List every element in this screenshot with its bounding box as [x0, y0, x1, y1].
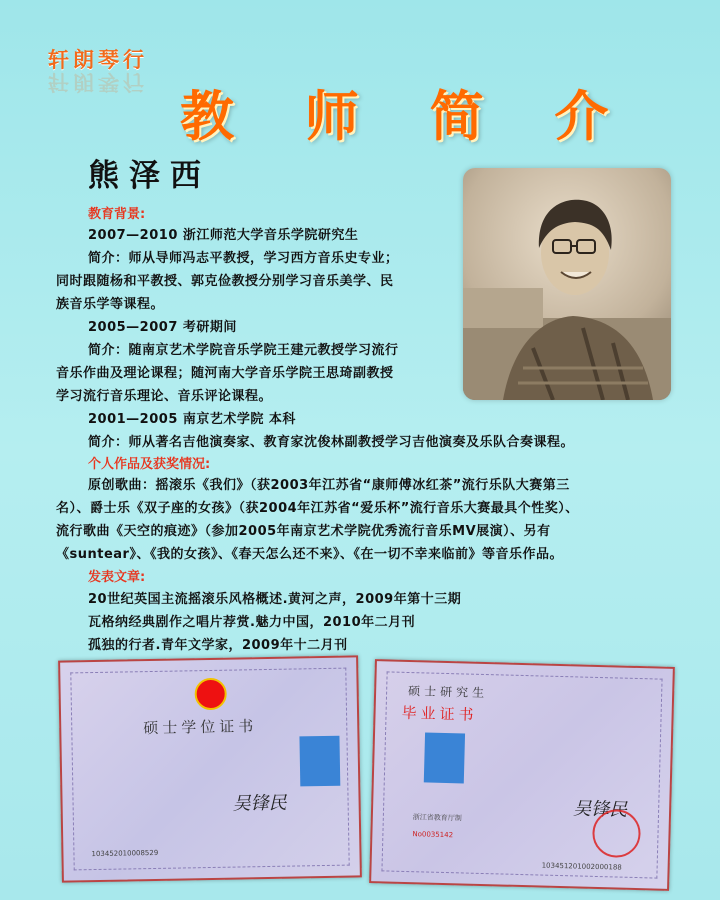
education-line: 简介：随南京艺术学院音乐学院王建元教授学习流行 — [88, 343, 399, 358]
portrait-image — [463, 168, 671, 400]
article-line: 20世纪英国主流摇滚乐风格概述.黄河之声，2009年第十三期 — [88, 592, 462, 607]
degree-number: 103452010008529 — [91, 848, 159, 859]
works-line: 名）、爵士乐《双子座的女孩》（获2004年江苏省“爱乐杯”流行音乐大赛最具个性奖）、 — [56, 501, 579, 516]
works-heading: 个人作品及获奖情况: — [88, 457, 211, 472]
education-line: 同时跟随杨和平教授、郭克俭教授分别学习音乐美学、民 — [56, 274, 394, 289]
works-line: 《suntear》、《我的女孩》、《春天怎么还不来》、《在一切不幸来临前》等音乐作品。 — [56, 547, 563, 562]
page-title: 教 师 简 介 — [180, 85, 635, 148]
teacher-name: 熊泽西 — [88, 158, 211, 194]
graduation-certificate-title: 毕业证书 — [401, 703, 478, 724]
graduation-certificate — [369, 659, 675, 891]
education-line: 学习流行音乐理论、音乐评论课程。 — [56, 389, 273, 404]
education-line: 音乐作曲及理论课程；随河南大学音乐学院王思琦副教授 — [56, 366, 394, 381]
graduation-id-photo — [424, 732, 465, 783]
education-line: 简介：师从著名吉他演奏家、教育家沈俊林副教授学习吉他演奏及乐队合奏课程。 — [88, 435, 575, 450]
degree-certificate — [58, 655, 362, 882]
degree-id-photo — [299, 736, 340, 787]
article-line: 瓦格纳经典剧作之唱片荐赏.魅力中国，2010年二月刊 — [88, 615, 416, 630]
graduation-issuer: 浙江省教育厅制 — [412, 813, 462, 823]
degree-signature: 吴锋民 — [232, 792, 287, 815]
education-line: 族音乐学等课程。 — [56, 297, 165, 312]
brand-name: 轩朗琴行 — [48, 48, 148, 72]
education-line: 2005—2007 考研期间 — [88, 320, 237, 335]
works-line: 原创歌曲：摇滚乐《我们》（获2003年江苏省“康师傅冰红茶”流行乐队大赛第三 — [88, 478, 570, 493]
degree-certificate-title: 硕士学位证书 — [143, 717, 258, 738]
works-line: 流行歌曲《天空的痕迹》（参加2005年南京艺术学院优秀流行音乐MV展演）、另有 — [56, 524, 551, 539]
graduation-number: 103451201002000188 — [541, 861, 622, 872]
education-line: 简介：师从导师冯志平教授，学习西方音乐史专业； — [88, 251, 399, 266]
article-line: 孤独的行者.青年文学家，2009年十二月刊 — [88, 638, 348, 653]
brand-reflection: 轩朗琴行 — [48, 70, 148, 94]
articles-heading: 发表文章: — [88, 570, 146, 585]
graduation-header: 硕士研究生 — [407, 683, 489, 701]
education-line: 2007—2010 浙江师范大学音乐学院研究生 — [88, 228, 359, 243]
education-line: 2001—2005 南京艺术学院 本科 — [88, 412, 296, 427]
graduation-signature: 吴锋民 — [572, 798, 628, 821]
graduation-serial: No0035142 — [412, 830, 454, 840]
education-heading: 教育背景: — [88, 207, 146, 222]
teacher-photo — [463, 168, 671, 400]
